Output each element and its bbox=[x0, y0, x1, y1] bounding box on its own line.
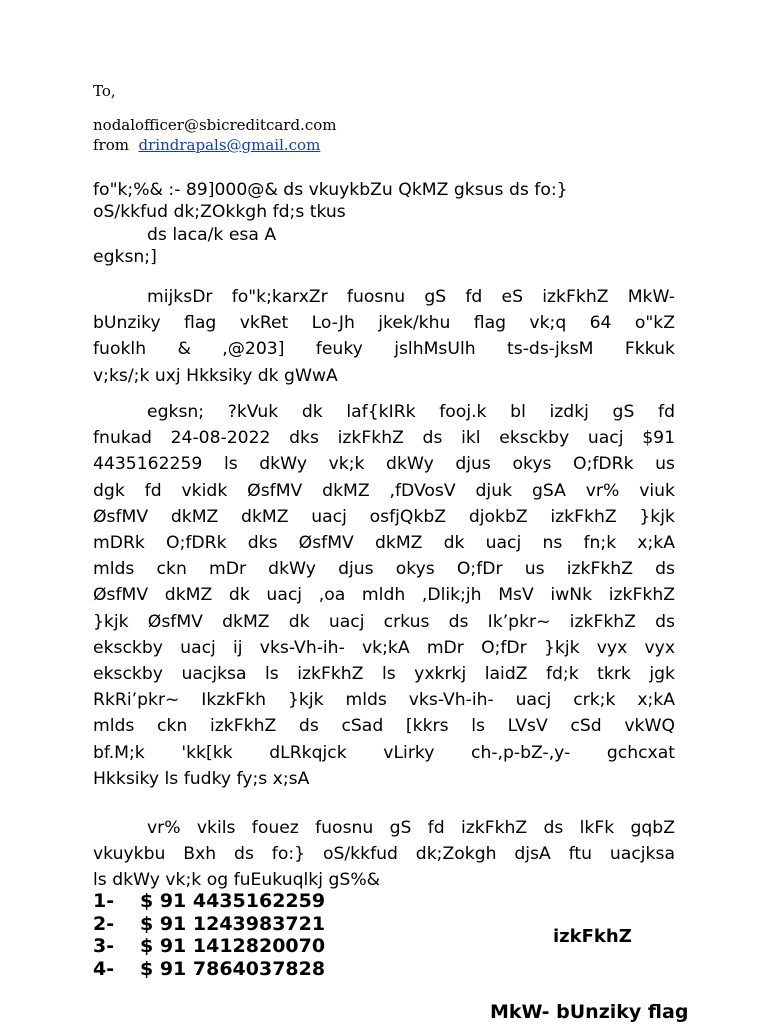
phone-number-list bbox=[93, 890, 325, 980]
paragraph-2-line: Hkksiky ls fudky fy;s x;sA bbox=[93, 768, 310, 789]
paragraph-2-line: RkRi’pkr~ IkzkFkh }kjk mlds vks-Vh-ih- uacj crk;k x;kA bbox=[93, 690, 675, 711]
paragraph-1 bbox=[93, 284, 675, 389]
list-item bbox=[93, 958, 325, 981]
phone-number: $ 91 1243983721 bbox=[140, 912, 326, 935]
paragraph-3-line: ls dkWy vk;k og fuEukuqlkj gS%& bbox=[93, 870, 381, 891]
salutation-to: To, bbox=[93, 82, 116, 100]
paragraph-2-line: eksckby uacj ij vks-Vh-ih- vk;kA mDr O;fDr }kjk vyx vyx bbox=[93, 637, 675, 658]
paragraph-2-line: bf.M;k 'kk[kk dLRkqjck vLirky ch-,p-bZ-,y- gchcxat bbox=[93, 742, 675, 763]
paragraph-2-line: egksn; ?kVuk dk laf{kIRk fooj.k bl izdkj gS fd bbox=[147, 402, 675, 422]
recipient-email: nodalofficer@sbicreditcard.com bbox=[93, 116, 337, 134]
signature-title: izkFkhZ bbox=[553, 926, 632, 947]
signature-name: MkW- bUnziky flag bbox=[490, 1001, 689, 1023]
from-label: from bbox=[93, 136, 129, 154]
paragraph-2-line: dgk fd vkidk ØsfMV dkMZ ,fDVosV djuk gSA vr% viuk bbox=[93, 480, 675, 501]
list-number: 3- bbox=[93, 935, 115, 957]
paragraph-2-line: mlds ckn mDr dkWy djus okys O;fDr us izkFkhZ ds bbox=[93, 559, 675, 580]
subject-line-1: fo"k;%& :- 89]000@& ds vkuykbZu QkMZ gksus ds fo:} bbox=[93, 180, 568, 200]
paragraph-2 bbox=[93, 399, 675, 792]
list-item bbox=[93, 913, 325, 936]
paragraph-2-line: ØsfMV dkMZ dkMZ uacj osfjQkbZ djokbZ izkFkhZ }kjk bbox=[93, 506, 675, 527]
paragraph-2-line: fnukad 24-08-2022 dks izkFkhZ ds ikl eksckby uacj $91 bbox=[93, 428, 675, 449]
list-item bbox=[93, 935, 325, 958]
list-number: 1- bbox=[93, 890, 115, 912]
subject-line-3: ds laca/k esa A bbox=[147, 225, 277, 245]
list-number: 2- bbox=[93, 912, 115, 935]
paragraph-2-line: mDRk O;fDRk dks ØsfMV dkMZ dk uacj ns fn;k x;kA bbox=[93, 533, 675, 554]
paragraph-2-line: }kjk ØsfMV dkMZ dk uacj crkus ds Ik’pkr~ izkFkhZ ds bbox=[93, 611, 675, 632]
paragraph-2-line: eksckby uacjksa ls izkFkhZ ls yxkrkj laidZ fd;k tkrk jgk bbox=[93, 664, 675, 685]
paragraph-1-line: mijksDr fo"k;karxZr fuosnu gS fd eS izkFkhZ MkW- bbox=[147, 287, 675, 307]
paragraph-3 bbox=[93, 815, 675, 894]
paragraph-3-line: vkuykbu Bxh ds fo:} oS/kkfud dk;Zokgh djsA ftu uacjksa bbox=[93, 844, 675, 865]
greeting: egksn;] bbox=[93, 247, 157, 267]
paragraph-1-line: bUnziky flag vkRet Lo-Jh jkek/khu flag vk;q 64 o"kZ bbox=[93, 313, 675, 334]
sender-line bbox=[93, 136, 320, 154]
phone-number: $ 91 7864037828 bbox=[140, 957, 326, 980]
paragraph-2-line: ØsfMV dkMZ dk uacj ,oa mldh ,Dlik;jh MsV iwNk izkFkhZ bbox=[93, 585, 675, 606]
list-number: 4- bbox=[93, 957, 115, 980]
paragraph-1-line: v;ks/;k uxj Hkksiky dk gWwA bbox=[93, 365, 338, 386]
paragraph-2-line: mlds ckn izkFkhZ ds cSad [kkrs ls LVsV cSd vkWQ bbox=[93, 716, 675, 737]
list-item bbox=[93, 890, 325, 913]
sender-email-link[interactable]: drindrapals@gmail.com bbox=[138, 136, 321, 154]
phone-number: $ 91 4435162259 bbox=[140, 890, 326, 912]
paragraph-1-line: fuoklh & ,@203] feuky jslhMsUlh ts-ds-jksM Fkkuk bbox=[93, 339, 675, 360]
subject-line-2: oS/kkfud dk;ZOkkgh fd;s tkus bbox=[93, 202, 346, 222]
paragraph-3-line: vr% vkils fouez fuosnu gS fd izkFkhZ ds lkFk gqbZ bbox=[147, 818, 675, 838]
paragraph-2-line: 4435162259 ls dkWy vk;k dkWy djus okys O;fDRk us bbox=[93, 454, 675, 475]
phone-number: $ 91 1412820070 bbox=[140, 935, 326, 957]
